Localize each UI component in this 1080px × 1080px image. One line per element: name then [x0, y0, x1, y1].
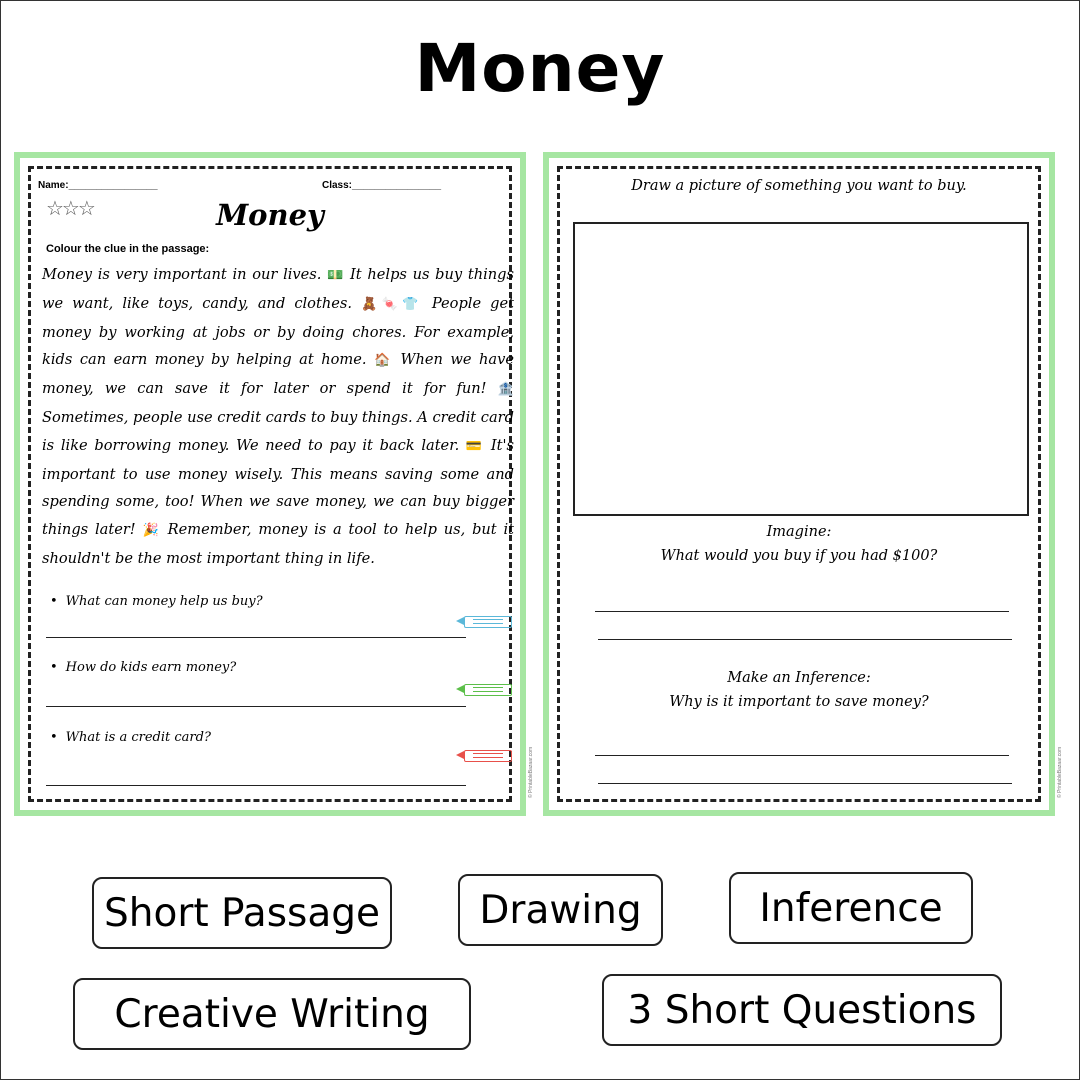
reading-passage: [42, 261, 514, 573]
passage-text: People get money by working at jobs or by doing chores. For example, kids can earn money by helping at home.: [42, 294, 514, 369]
tag-3-short-questions: 3 Short Questions: [602, 974, 1002, 1046]
inference-label: Make an Inference:: [727, 670, 871, 686]
class-field-label: Class:________________: [322, 180, 441, 191]
imagine-question: What would you buy if you had $100?: [660, 548, 938, 564]
main-title: Money: [414, 30, 666, 107]
passage-emoji-icon: 🏠: [373, 353, 394, 369]
answer-line-imagine-1[interactable]: [595, 611, 1009, 612]
passage-emoji-icon: 🏦: [497, 382, 514, 398]
passage-emoji-icon: 💵: [327, 268, 345, 283]
tag-drawing: Drawing: [458, 874, 663, 946]
crayon-icon: [456, 682, 512, 696]
passage-emoji-icon: 🎉: [142, 523, 161, 539]
passage-text: Money is very important in our lives.: [42, 266, 328, 283]
passage-text: It helps us buy things we want, like toys, candy, and clothes.: [42, 266, 514, 312]
tag-creative-writing: Creative Writing: [73, 978, 471, 1050]
passage-text: Sometimes, people use credit cards to buy things. A credit card is like borrowing money. We need to pay it back later.: [42, 408, 514, 454]
question-3: • What is a credit card?: [50, 730, 211, 745]
credit-text: © PrintableBazaar.com: [528, 746, 534, 798]
tag-inference: Inference: [729, 872, 973, 944]
instruction-text: Colour the clue in the passage:: [46, 243, 210, 255]
drawing-area[interactable]: [573, 222, 1029, 516]
worksheet-page-drawing: [543, 152, 1063, 816]
answer-line-imagine-2[interactable]: [598, 639, 1012, 640]
rating-stars-icon: ☆☆☆: [46, 198, 94, 220]
inference-question: Why is it important to save money?: [669, 694, 929, 710]
credit-text: © PrintableBazaar.com: [1057, 746, 1063, 798]
name-field-label: Name:________________: [38, 180, 158, 191]
imagine-label: Imagine:: [766, 524, 832, 540]
question-2: • How do kids earn money?: [50, 660, 237, 675]
worksheet-page-passage: [14, 152, 534, 816]
answer-line-inference-2[interactable]: [598, 783, 1012, 784]
answer-line-2[interactable]: [46, 706, 466, 707]
sheet-title: Money: [216, 198, 324, 232]
question-1: • What can money help us buy?: [50, 594, 263, 609]
passage-emoji-icon: 🧸🍬👕: [361, 296, 423, 312]
crayon-icon: [456, 748, 512, 762]
answer-line-1[interactable]: [46, 637, 466, 638]
answer-line-3[interactable]: [46, 785, 466, 786]
passage-text: Remember, money is a tool to help us, but it shouldn't be the most important thing in life.: [42, 521, 515, 567]
answer-line-inference-1[interactable]: [595, 755, 1009, 756]
passage-text: When we have money, we can save it for later or spend it for fun!: [42, 351, 514, 398]
passage-emoji-icon: 💳: [465, 438, 485, 454]
crayon-icon: [456, 614, 512, 628]
passage-text: It's important to use money wisely. This means saving some and spending some, too! When we save money, we can buy bigger things later!: [42, 436, 514, 539]
draw-prompt: Draw a picture of something you want to buy.: [631, 178, 967, 194]
tag-short-passage: Short Passage: [92, 877, 392, 949]
